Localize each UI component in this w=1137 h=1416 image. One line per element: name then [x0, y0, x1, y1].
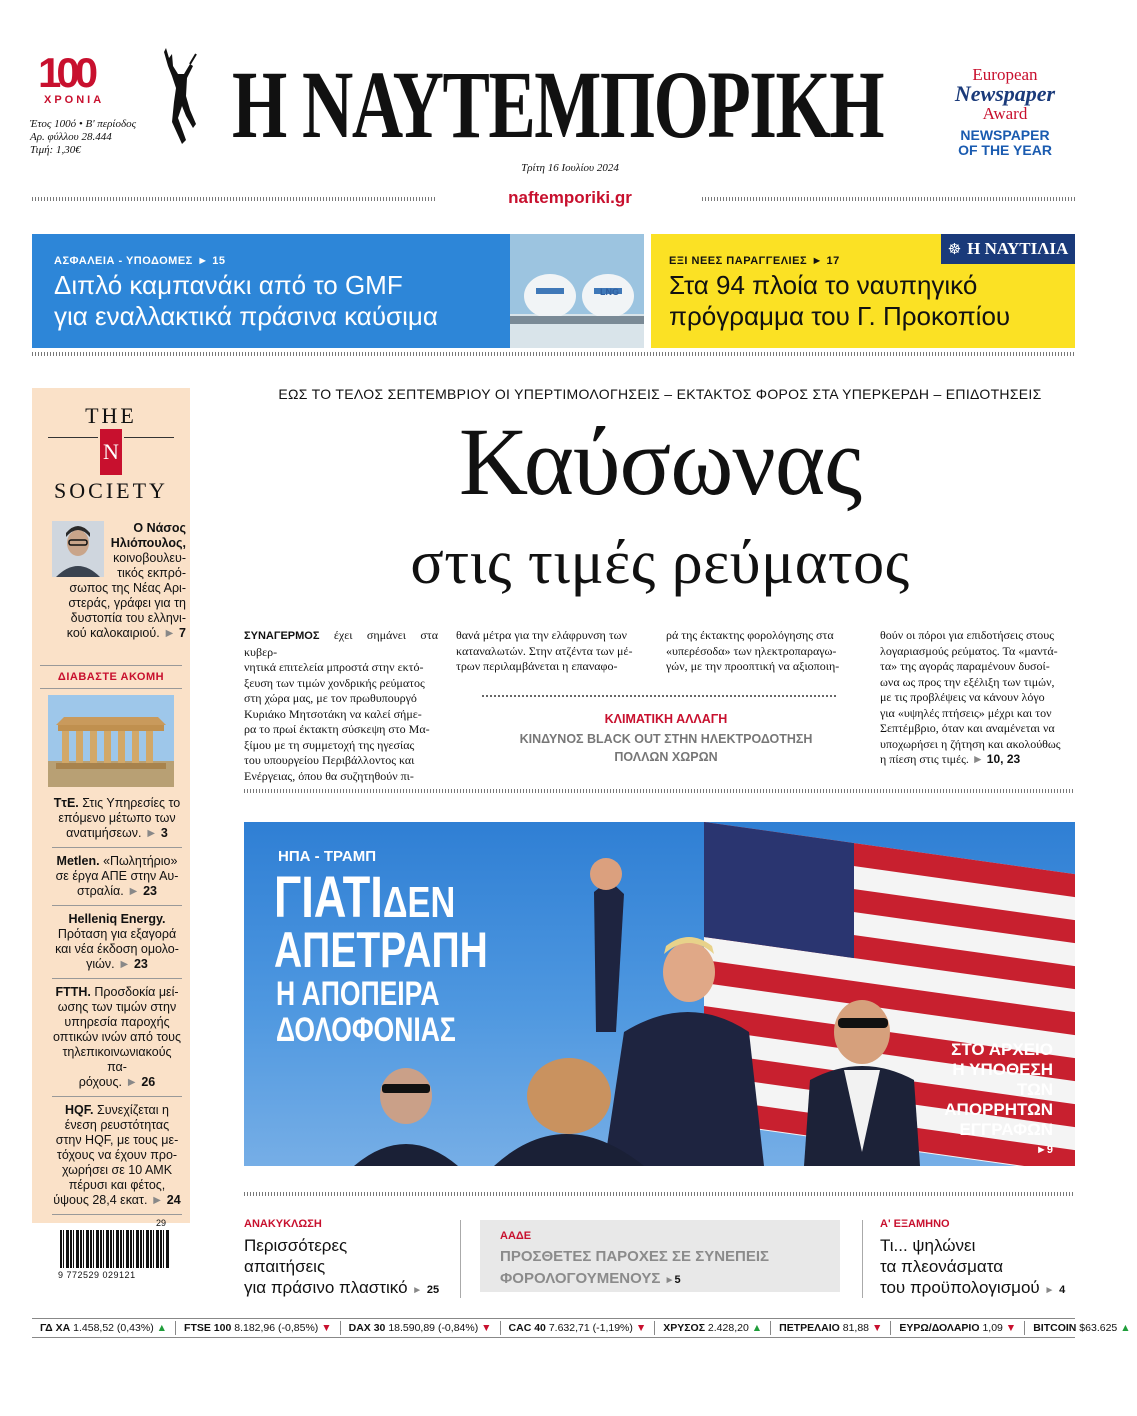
website-link[interactable]: naftemporiki.gr	[508, 188, 632, 207]
banner-shipping-fuels[interactable]	[32, 234, 644, 348]
teaser-kicker: Α' ΕΞΑΜΗΝΟ	[880, 1218, 950, 1230]
photo-headline: ΑΠΕΤΡΑΠΗ	[274, 922, 488, 978]
lead-column-1	[244, 628, 438, 784]
divider	[244, 1192, 1075, 1196]
body-text: η πίεση στις τιμές.	[880, 752, 969, 766]
ticker-name: BITCOIN	[1033, 1322, 1077, 1334]
body-text: Ενέργειας, όπου θα συζητηθούν πι-	[244, 768, 414, 783]
ticker-name: ΓΔ ΧΑ	[40, 1322, 71, 1334]
body-text: στη χώρα μας, με τον πρωθυπουργό	[244, 691, 417, 705]
item-text: στραλία.	[77, 884, 124, 898]
page-arrow-icon: ►	[971, 752, 984, 766]
photo-headline: ΔΕΝ	[382, 878, 456, 927]
body-text: ωνα ως προς την εξέλιξη των τιμών,	[880, 674, 1055, 689]
body-text: για «υψηλές πτήσεις» μέχρι και τον	[880, 705, 1052, 720]
market-ticker	[32, 1318, 1131, 1338]
body-text: τρων περιλαμβάνεται η επαναφο-	[456, 659, 618, 673]
body-text: θανά μέτρα για την ελάφρυνση των	[456, 628, 627, 642]
award-text: European	[972, 65, 1038, 84]
divider	[52, 905, 182, 906]
page-ref: 23	[143, 884, 157, 898]
page-ref: 7	[179, 626, 186, 640]
divider	[52, 1214, 182, 1215]
teaser-text: κοινοβουλευ-	[113, 551, 186, 565]
barcode	[60, 1230, 170, 1268]
divider	[32, 197, 437, 201]
page-ref: 4	[1059, 1284, 1066, 1296]
lead-column-4	[880, 628, 1076, 768]
item-lead: Metlen.	[56, 854, 100, 868]
page-arrow-icon: ►	[118, 957, 131, 971]
divider	[40, 665, 182, 666]
teaser-text: δυστοπία του ελληνι-	[70, 611, 186, 625]
body-text: τα» της αγοράς παραμένουν δυσοί-	[880, 659, 1050, 673]
banner-headline: για εναλλακτικά πράσινα καύσιμα	[54, 301, 438, 331]
lng-tanker-image	[510, 234, 644, 348]
teaser-headline: απαιτήσεις	[244, 1257, 326, 1276]
arrow-down-icon: ▼	[321, 1322, 332, 1334]
lead-dropword: ΣΥΝΑΓΕΡΜΟΣ	[244, 630, 320, 642]
arrow-up-icon: ▲	[156, 1322, 168, 1334]
body-text: θούν οι πόροι για επιδοτήσεις στους	[880, 628, 1054, 642]
parthenon-photo	[48, 695, 174, 787]
photo-headline: Η ΑΠΟΠΕΙΡΑ	[276, 975, 440, 1013]
read-more-heading: ΔΙΑΒΑΣΤΕ ΑΚΟΜΗ	[57, 671, 165, 683]
item-text: Στις Υπηρεσίες το	[82, 796, 181, 810]
page-arrow-icon: ►	[664, 1275, 675, 1286]
issue-price: Τιμή: 1,30€	[30, 144, 81, 156]
banner-page: 15	[212, 255, 226, 267]
ticker-value: 2.428,20	[707, 1322, 749, 1334]
list-item[interactable]	[52, 1103, 182, 1208]
ticker-name: DAX 30	[348, 1322, 386, 1334]
teaser-tax-authority[interactable]	[480, 1220, 840, 1292]
item-text: πέρυσι και φέτος,	[68, 1178, 166, 1192]
teaser-headline: τα πλεονάσματα	[880, 1257, 1004, 1276]
body-text: Σεπτέμβριο, όταν και αναμένεται να	[880, 721, 1055, 735]
item-text: ένεση ρευστότητας	[64, 1118, 170, 1132]
teaser-text: κού καλοκαιριού.	[66, 626, 160, 640]
banner-page: 17	[826, 255, 840, 267]
ticker-item	[176, 1321, 341, 1335]
item-lead: Helleniq Energy.	[68, 912, 166, 926]
photo-side-headline[interactable]	[944, 1040, 1053, 1160]
teaser-headline: Περισσότερες	[244, 1236, 348, 1255]
divider	[862, 1220, 863, 1298]
divider	[32, 352, 1075, 356]
divider	[460, 1220, 461, 1298]
columnist-teaser[interactable]	[90, 521, 186, 581]
teaser-kicker: ΑΝΑΚΥΚΛΩΣΗ	[244, 1218, 322, 1230]
body-text: έχει σημάνει στα κυβερ-	[244, 628, 439, 659]
page-arrow-icon: ►	[127, 884, 140, 898]
teaser-headline: του προϋπολογισμού	[880, 1278, 1040, 1297]
teaser-headline: ΦΟΡΟΛΟΓΟΥΜΕΝΟΥΣ	[500, 1270, 661, 1287]
climate-headline-line: ΚΙΝΔΥΝΟΣ BLACK OUT ΣΤΗΝ ΗΛΕΚΤΡΟΔΟΤΗΣΗ	[519, 732, 813, 746]
page-arrow-icon: ►	[163, 626, 176, 640]
ship-wheel-icon: ☸	[947, 241, 962, 258]
ticker-value: 1,09	[982, 1322, 1003, 1334]
teaser-recycling[interactable]	[244, 1218, 454, 1301]
issue-date: Τρίτη 16 Ιουλίου 2024	[521, 162, 619, 174]
ticker-value: 81,88	[842, 1322, 870, 1334]
divider	[52, 978, 182, 979]
ticker-value: 8.182,96 (-0,85%)	[234, 1322, 319, 1334]
item-text: Πρόταση για εξαγορά	[57, 927, 177, 941]
list-item[interactable]	[52, 796, 182, 841]
item-text: στην HQF, με τους με-	[55, 1133, 179, 1147]
ticker-name: ΕΥΡΩ/ΔΟΛΑΡΙΟ	[899, 1322, 980, 1334]
society-brand-top: THE	[85, 403, 137, 428]
page-ref: 23	[133, 957, 148, 971]
arrow-down-icon: ▼	[635, 1322, 647, 1334]
ticker-value: 7.632,71 (-1,19%)	[548, 1322, 633, 1334]
page-ref: 24	[166, 1193, 181, 1207]
section-badge-nautilia	[941, 234, 1075, 264]
award-text: NEWSPAPER	[960, 127, 1050, 143]
columnist-name: Ο Νάσος	[133, 521, 186, 535]
body-text: ρα το πρωί έκτακτη σύσκεψη στο Μα-	[244, 722, 430, 736]
page-arrow-icon: ►	[811, 255, 827, 267]
centenary-number: 100	[38, 49, 94, 96]
page-ref: 10, 23	[986, 752, 1021, 766]
body-text: ξευση των τιμών χονδρικής ρεύματος	[244, 675, 425, 690]
more-list	[32, 796, 190, 1221]
hermes-figure-icon	[160, 44, 200, 156]
award-badge	[930, 66, 1080, 158]
page-ref: 26	[141, 1075, 156, 1089]
climate-headline[interactable]	[456, 730, 876, 766]
award-text: OF THE YEAR	[958, 142, 1052, 158]
ticker-value: $63.625	[1079, 1322, 1118, 1334]
teaser-headline-block	[500, 1246, 769, 1292]
page-ref: 25	[426, 1284, 440, 1296]
side-headline-line: Η ΥΠΟΘΕΣΗ	[952, 1060, 1053, 1079]
banner-kicker: ΕΞΙ ΝΕΕΣ ΠΑΡΑΓΓΕΛΙΕΣ	[669, 255, 808, 267]
ticker-name: ΠΕΤΡΕΛΑΙΟ	[779, 1322, 840, 1334]
side-headline-line: ΤΩΝ	[1017, 1080, 1053, 1099]
ticker-value: 18.590,89 (-0,84%)	[388, 1322, 479, 1334]
banner-headline: Διπλό καμπανάκι από το GMF	[54, 270, 403, 300]
side-headline-line: ΕΓΓΡΑΦΩΝ	[959, 1120, 1053, 1139]
item-text: «Πωλητήριο»	[103, 854, 178, 868]
item-text: και νέα έκδοση ομολο-	[55, 942, 179, 956]
item-lead: FTTH.	[55, 985, 91, 999]
item-text: Προσδοκία μεί-	[94, 985, 179, 999]
barcode-digits: 9 772529 029121	[58, 1270, 136, 1280]
banner-headline: Στα 94 πλοία το ναυπηγικό	[669, 270, 978, 300]
issue-number: Αρ. φύλλου 28.444	[30, 131, 112, 143]
photo-headline: ΓΙΑΤΙ	[274, 865, 383, 930]
item-text: ύψους 28,4 εκατ.	[53, 1193, 148, 1207]
photo-kicker: ΗΠΑ - ΤΡΑΜΠ	[278, 848, 377, 865]
climate-headline-line: ΠΟΛΛΩΝ ΧΩΡΩΝ	[614, 750, 718, 764]
item-text: οπτικών ινών από τους	[52, 1030, 182, 1044]
body-text: γών, με την προοπτική να αξιοποιη-	[666, 659, 840, 673]
photo-headline: ΔΟΛΟΦΟΝΙΑΣ	[276, 1011, 456, 1049]
body-text: νητικά επιτελεία μπροστά στην εκτό-	[244, 660, 424, 674]
side-headline-line: ΑΠΟΡΡΗΤΩΝ	[944, 1100, 1053, 1119]
arrow-up-icon: ▲	[751, 1322, 763, 1334]
page-ref: 5	[674, 1274, 681, 1286]
body-text: λογαριασμούς ρεύματος. Τα «μαντά-	[880, 643, 1058, 658]
ticker-name: CAC 40	[508, 1322, 546, 1334]
ticker-item	[655, 1321, 771, 1335]
ticker-item	[32, 1321, 176, 1335]
page-arrow-icon: ►	[125, 1075, 138, 1089]
barcode-addon: 29	[156, 1218, 167, 1228]
lead-column-3	[666, 628, 862, 675]
ticker-item	[771, 1321, 891, 1335]
trump-photo-story[interactable]	[244, 822, 1075, 1166]
centenary-logo	[38, 49, 128, 106]
ticker-item	[1025, 1321, 1137, 1335]
item-text: Συνεχίζεται η	[96, 1103, 169, 1117]
body-text: ρά της έκτακτης φορολόγησης στα	[666, 628, 834, 642]
body-text: καταναλωτών. Στην ατζέντα των μέ-	[456, 643, 633, 658]
item-text: γιών.	[86, 957, 115, 971]
banner-kicker: ΑΣΦΑΛΕΙΑ - ΥΠΟΔΟΜΕΣ	[54, 255, 193, 267]
banner-shipbuilding[interactable]	[651, 234, 1075, 348]
ticker-item	[501, 1321, 656, 1335]
item-text: υπηρεσία παροχής	[64, 1015, 170, 1029]
teaser-headline: Τι... ψηλώνει	[880, 1236, 976, 1255]
page-ref: 3	[160, 826, 168, 840]
page-arrow-icon: ►	[197, 255, 213, 267]
item-text: σε έργα ΑΠΕ στην Αυ-	[55, 869, 179, 883]
teaser-text: σωπος της Νέας Αρι-	[69, 581, 186, 595]
society-logo-letter: N	[103, 439, 119, 464]
item-lead: HQF.	[65, 1103, 94, 1117]
side-headline-line: ΣΤΟ ΑΡΧΕΙΟ	[951, 1040, 1053, 1059]
lead-supra: ΕΩΣ ΤΟ ΤΕΛΟΣ ΣΕΠΤΕΜΒΡΙΟΥ ΟΙ ΥΠΕΡΤΙΜΟΛΟΓΗΣΕΙΣ – ΕΚΤΑΚΤΟΣ ΦΟΡΟΣ ΣΤΑ ΥΠΕΡΚΕΡΔΗ – ΕΠΙΔΟΤΗΣΕΙΣ	[278, 386, 1042, 402]
item-text: τηλεπικοινωνιακούς πα-	[62, 1045, 172, 1074]
body-text: υποχωρήσει η ζήτηση και ακολούθως	[880, 736, 1061, 751]
arrow-down-icon: ▼	[481, 1322, 492, 1334]
lead-subheadline: στις τιμές ρεύματος	[410, 529, 910, 597]
body-text: του υπουργείου Περιβάλλοντος και	[244, 753, 415, 767]
society-logo	[100, 429, 122, 475]
teaser-headline: ΠΡΟΣΘΕΤΕΣ ΠΑΡΟΧΕΣ ΣΕ ΣΥΝΕΠΕΙΣ	[500, 1248, 770, 1265]
divider	[40, 688, 182, 689]
list-item[interactable]	[52, 854, 182, 899]
page-arrow-icon: ►	[412, 1285, 423, 1296]
divider	[124, 437, 174, 438]
teaser-kicker: ΑΑΔΕ	[500, 1230, 532, 1242]
body-text: Κυριάκο Μητσοτάκη να καλεί σήμε-	[244, 706, 422, 721]
divider	[48, 437, 98, 438]
divider	[482, 695, 837, 697]
section-badge-label: Η ΝΑΥΤΙΛΙΑ	[967, 239, 1069, 258]
item-text: ωσης των τιμών στην	[57, 1000, 177, 1014]
page-arrow-icon: ►	[145, 826, 158, 840]
item-text: τόχους να έχουν προ-	[56, 1148, 178, 1162]
award-text: Newspaper	[954, 81, 1056, 106]
body-text: με τις προβλέψεις να κάνουν λόγο	[880, 690, 1045, 704]
teaser-text: τικός εκπρό-	[117, 566, 186, 580]
list-item[interactable]	[52, 912, 182, 972]
issue-info	[30, 118, 170, 157]
divider	[52, 847, 182, 848]
arrow-down-icon: ▼	[1005, 1322, 1017, 1334]
item-text: ρόχους.	[78, 1075, 122, 1089]
page-ref: 9	[1046, 1144, 1053, 1156]
ticker-name: ΧΡΥΣΟΣ	[663, 1322, 705, 1334]
page-arrow-icon: ►	[150, 1193, 164, 1207]
body-text: ξίμου με τη συμμετοχή της ηγεσίας	[244, 737, 415, 752]
ticker-name: FTSE 100	[184, 1322, 232, 1334]
page-arrow-icon: ►	[1044, 1285, 1055, 1296]
body-text: «υπερέσοδα» των ηλεκτροπαραγω-	[666, 643, 837, 658]
teaser-budget[interactable]	[880, 1218, 1080, 1301]
divider	[244, 789, 1075, 793]
arrow-down-icon: ▼	[871, 1322, 883, 1334]
lng-label: LNG	[600, 287, 619, 297]
award-text: Award	[982, 104, 1028, 123]
item-text: χωρήσει σε 10 ΑΜΚ	[61, 1163, 173, 1177]
item-text: ανατιμήσεων.	[66, 826, 142, 840]
page-arrow-icon: ►	[1035, 1144, 1047, 1156]
list-item[interactable]	[52, 985, 182, 1090]
ticker-item	[891, 1321, 1025, 1335]
lead-headline[interactable]: Καύσωνας	[458, 408, 862, 515]
newspaper-title: Η ΝΑΥΤΕΜΠΟΡΙΚΗ	[232, 51, 884, 158]
teaser-text: στεράς, γράφει για τη	[68, 596, 186, 610]
climate-kicker: ΚΛΙΜΑΤΙΚΗ ΑΛΛΑΓΗ	[604, 712, 728, 726]
society-brand-bottom: SOCIETY	[54, 478, 168, 503]
teaser-headline: για πράσινο πλαστικό	[244, 1278, 408, 1297]
issue-year: Έτος 100ό • Β' περίοδος	[30, 118, 137, 130]
divider	[702, 197, 1075, 201]
lead-column-2	[456, 628, 650, 675]
ticker-value: 1.458,52 (0,43%)	[73, 1322, 154, 1334]
divider	[52, 1096, 182, 1097]
centenary-label: ΧΡΟΝΙΑ	[44, 94, 105, 106]
arrow-up-icon: ▲	[1120, 1322, 1131, 1334]
item-text: επόμενο μέτωπο των	[58, 811, 176, 825]
banner-headline: πρόγραμμα του Γ. Προκοπίου	[669, 301, 1011, 331]
columnist-name: Ηλιόπουλος,	[110, 536, 186, 550]
item-lead: ΤτΕ.	[53, 796, 79, 810]
ticker-item	[341, 1321, 501, 1335]
sidebar	[32, 388, 190, 1280]
